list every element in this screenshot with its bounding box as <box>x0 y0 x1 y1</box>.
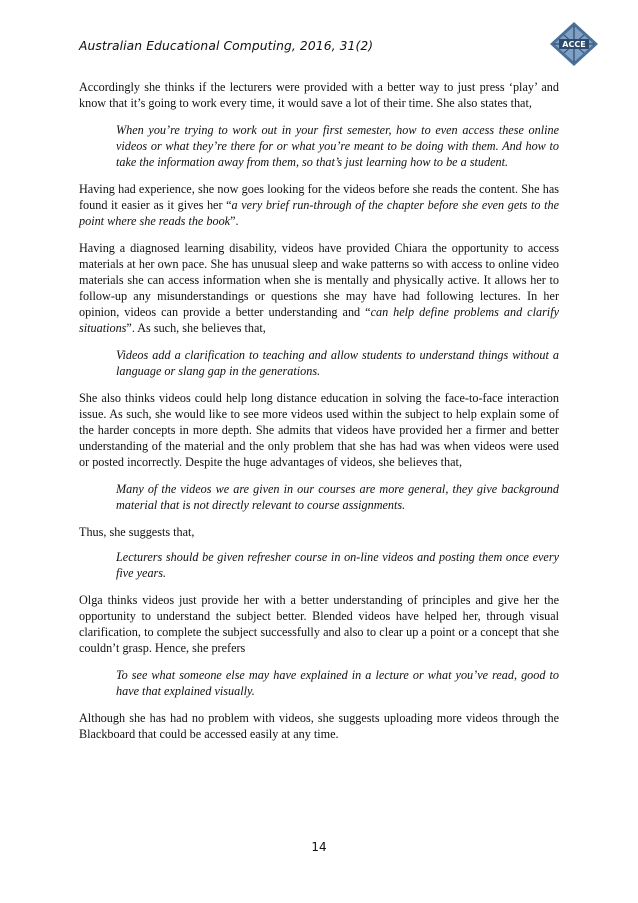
logo-text: ACCE <box>562 40 586 49</box>
page-number: 14 <box>311 840 327 854</box>
paragraph-text: ”. As such, she believes that, <box>126 321 266 335</box>
block-quote: Many of the videos we are given in our courses are more general, they give background material that is not directly relevant to course assignments. <box>116 482 559 512</box>
article-body <box>79 79 559 753</box>
journal-header: Australian Educational Computing, 2016, 31(2) <box>79 39 374 53</box>
paragraph: Accordingly she thinks if the lecturers were provided with a better way to just press ‘play’ and know that it’s going to work every time, it would save a lot of their time. She also states that, <box>79 80 559 110</box>
paragraph-quote-inline: can help define problems and clarify situations <box>79 305 559 335</box>
paragraph-text: ”. <box>230 214 239 228</box>
paragraph-quote-inline: a very brief run-through of the chapter before she even gets to the point where she reads the book <box>79 198 559 228</box>
paragraph <box>79 240 559 336</box>
paragraph: Olga thinks videos just provide her with a better understanding of principles and give her the opportunity to understand the subject better. Blended videos have helped her, through visual clarification, to complete the subject successfully and also to clear up a point or a concept that she couldn’t grasp. Hence, she prefers <box>79 593 559 655</box>
paragraph-text: Having a diagnosed learning disability, videos have provided Chiara the opportunity to access materials at her own pace. She has unusual sleep and wake patterns so with access to online video materials she can access information when she is mentally and physically active. It allows her to follow-up any misunderstandings or questions she may have had following lectures. In her opinion, videos can provide a better understanding and “ <box>79 241 559 319</box>
paragraph <box>79 181 559 229</box>
paragraph-text: Having had experience, she now goes looking for the videos before she reads the content. She has found it easier as it gives her “ <box>79 182 559 212</box>
block-quote: When you’re trying to work out in your first semester, how to even access these online videos or what they’re there for or what you’re meant to be doing with them. And how to take the information away from them, so that’s just learning how to be a student. <box>116 123 559 169</box>
paragraph: She also thinks videos could help long distance education in solving the face-to-face interaction issue. As such, she would like to see more videos used within the subject to help explain some of the harder concepts in more depth. She admits that videos have provided her a firmer and better understanding of the material and the only problem that she has had was when videos were used or posted incorrectly. Despite the huge advantages of videos, she believes that, <box>79 391 559 469</box>
paragraph: Thus, she suggests that, <box>79 525 195 539</box>
block-quote: Lecturers should be given refresher course in on-line videos and posting them once every five years. <box>116 550 559 580</box>
acce-logo-graphic <box>548 20 600 68</box>
paragraph: Although she has had no problem with videos, she suggests uploading more videos through the Blackboard that could be accessed easily at any time. <box>79 711 559 741</box>
block-quote: Videos add a clarification to teaching and allow students to understand things without a language or slang gap in the generations. <box>116 348 559 378</box>
acce-logo <box>548 20 600 68</box>
block-quote: To see what someone else may have explained in a lecture or what you’ve read, good to have that explained visually. <box>116 668 559 698</box>
